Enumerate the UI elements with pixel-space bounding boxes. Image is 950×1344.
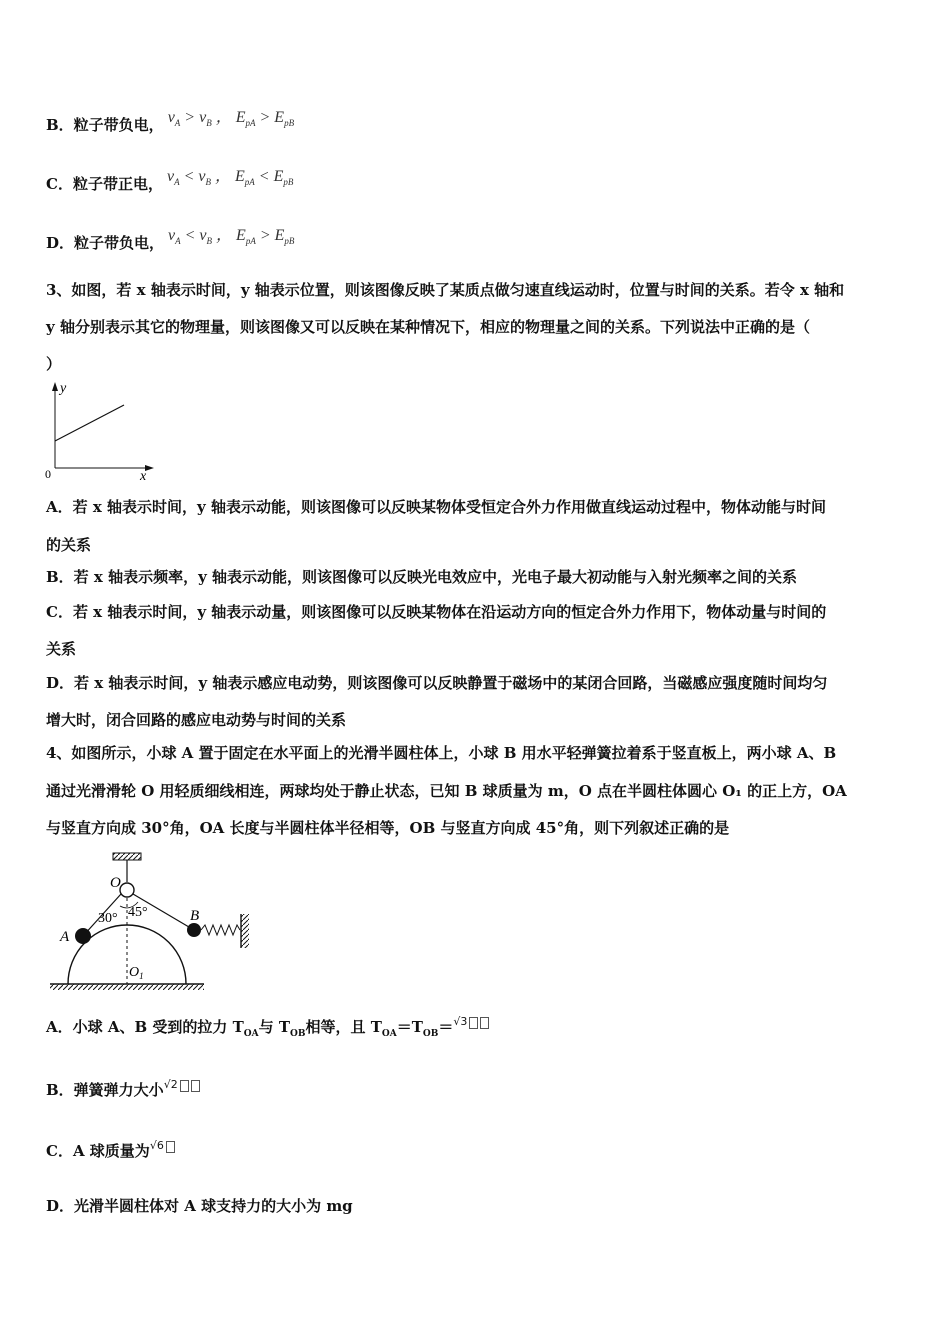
q3-stem-line3: ） bbox=[46, 355, 62, 373]
label-a: A bbox=[60, 929, 70, 945]
ground-hatch bbox=[50, 984, 204, 990]
q3-option-c-line1: C．若 x 轴表示时间，y 轴表示动量，则该图像可以反映某物体在沿运动方向的恒定合外力作用下，物体动量与时间的 bbox=[46, 603, 827, 621]
missing-glyph-icon bbox=[191, 1080, 200, 1092]
q3-option-b: B．若 x 轴表示频率，y 轴表示动能，则该图像可以反映光电效应中，光电子最大初动能与入射光频率之间的关系 bbox=[46, 568, 798, 586]
q2-option-c bbox=[46, 168, 294, 200]
q4-option-b-sqrt: √2 bbox=[163, 1078, 178, 1091]
q2-option-b-sep: ， bbox=[215, 109, 232, 126]
q2-option-b bbox=[46, 109, 295, 141]
q3-option-d-line2: 增大时，闭合回路的感应电动势与时间的关系 bbox=[46, 711, 347, 729]
label-b: B bbox=[190, 908, 200, 924]
q2-option-b-formula1: $v_A > v_B$ bbox=[167, 109, 212, 129]
q2-option-c-label: C．粒子带正电， bbox=[46, 175, 163, 193]
missing-glyph-icon bbox=[180, 1080, 189, 1092]
q3-graph bbox=[40, 378, 160, 483]
q4-option-a bbox=[46, 1017, 489, 1044]
q2-option-d-formula1: $v_A < v_B$ bbox=[168, 227, 213, 247]
q2-option-b-formula2: $E_{pA} > E_{pB}$ bbox=[235, 109, 295, 129]
q4-stem-line2: 通过光滑滑轮 O 用轻质细线相连，两球均处于静止状态，已知 B 球质量为 m，O 点在半圆柱体圆心 O₁ 的正上方，OA bbox=[46, 782, 847, 800]
q3-stem-line2: y 轴分别表示其它的物理量，则该图像又可以反映在某种情况下，相应的物理量之间的关系。下列说法中正确的是（ bbox=[46, 318, 810, 336]
spring-icon bbox=[201, 925, 240, 935]
q2-option-c-formula1: $v_A < v_B$ bbox=[166, 168, 211, 188]
q3-graph-line bbox=[55, 405, 124, 441]
q3-option-c-line2: 关系 bbox=[46, 640, 77, 658]
q4-option-a-sqrt: √3 bbox=[453, 1015, 468, 1028]
q4-option-c-text: C．A 球质量为 bbox=[46, 1142, 150, 1160]
q2-option-d-label: D．粒子带负电， bbox=[46, 234, 165, 252]
q3-option-a-line2: 的关系 bbox=[46, 536, 92, 554]
q2-option-d-formula2: $E_{pA} > E_{pB}$ bbox=[236, 227, 295, 247]
q4-option-d: D．光滑半圆柱体对 A 球支持力的大小为 mg bbox=[46, 1197, 353, 1215]
q4-option-c-sqrt: √6 bbox=[149, 1139, 164, 1152]
ceiling-mount bbox=[113, 853, 141, 860]
q2-option-c-sep: ， bbox=[214, 168, 231, 185]
q3-y-label: y bbox=[60, 381, 67, 396]
q4-option-a-sub3: OA bbox=[381, 1029, 397, 1039]
q3-origin-label: 0 bbox=[45, 467, 51, 481]
q4-option-c bbox=[46, 1141, 175, 1163]
q3-x-arrow-icon bbox=[145, 465, 154, 471]
q4-stem-line3: 与竖直方向成 30°角，OA 长度与半圆柱体半径相等，OB 与竖直方向成 45°角，则下列叙述正确的是 bbox=[46, 819, 730, 837]
ball-a-icon bbox=[75, 928, 91, 944]
label-o1: $O_1$ bbox=[129, 965, 144, 981]
q3-option-a-line1: A．若 x 轴表示时间，y 轴表示动能，则该图像可以反映某物体受恒定合外力作用做直线运动过程中，物体动能与时间 bbox=[46, 498, 826, 516]
q2-option-b-label: B．粒子带负电， bbox=[46, 116, 164, 134]
q4-option-a-sub1: OA bbox=[243, 1029, 259, 1039]
q2-option-d-sep: ， bbox=[216, 227, 233, 244]
q4-stem-line1: 4、如图所示，小球 A 置于固定在水平面上的光滑半圆柱体上，小球 B 用水平轻弹簧拉着系于竖直板上，两小球 A、B bbox=[46, 744, 837, 762]
q4-option-a-text: A．小球 A、B 受到的拉力 T bbox=[46, 1018, 244, 1036]
missing-glyph-icon bbox=[480, 1017, 489, 1029]
q2-option-c-formula2: $E_{pA} < E_{pB}$ bbox=[234, 168, 294, 188]
q3-stem-line1: 3、如图，若 x 轴表示时间，y 轴表示位置，则该图像反映了某质点做匀速直线运动时，位置与时间的关系。若令 x 轴和 bbox=[46, 281, 845, 299]
q4-option-a-sub4: OB bbox=[422, 1029, 439, 1039]
q2-option-d bbox=[46, 227, 295, 259]
q4-option-b bbox=[46, 1080, 200, 1102]
q4-figure bbox=[48, 850, 258, 998]
missing-glyph-icon bbox=[166, 1141, 175, 1153]
missing-glyph-icon bbox=[469, 1017, 478, 1029]
ball-b-icon bbox=[187, 923, 201, 937]
q3-y-arrow-icon bbox=[52, 382, 58, 391]
label-angle-30: 30° bbox=[98, 911, 118, 926]
label-o: O bbox=[110, 875, 121, 891]
pulley-icon bbox=[120, 883, 134, 897]
q4-option-a-mid: 与 T bbox=[258, 1018, 291, 1036]
label-angle-45: 45° bbox=[128, 905, 148, 920]
q4-option-a-tail: 相等，且 T bbox=[305, 1018, 382, 1036]
q4-option-a-sub2: OB bbox=[290, 1029, 306, 1039]
wall-hatch bbox=[241, 914, 249, 948]
q4-option-a-eq2: ＝ bbox=[438, 1018, 454, 1036]
angle-arc-30 bbox=[120, 906, 127, 908]
q3-option-d-line1: D．若 x 轴表示时间，y 轴表示感应电动势，则该图像可以反映静置于磁场中的某闭合回路，当磁感应强度随时间均匀 bbox=[46, 674, 828, 692]
q4-option-a-eq: ＝T bbox=[396, 1018, 423, 1036]
q3-x-label: x bbox=[140, 469, 147, 483]
q4-option-b-text: B．弹簧弹力大小 bbox=[46, 1081, 164, 1099]
